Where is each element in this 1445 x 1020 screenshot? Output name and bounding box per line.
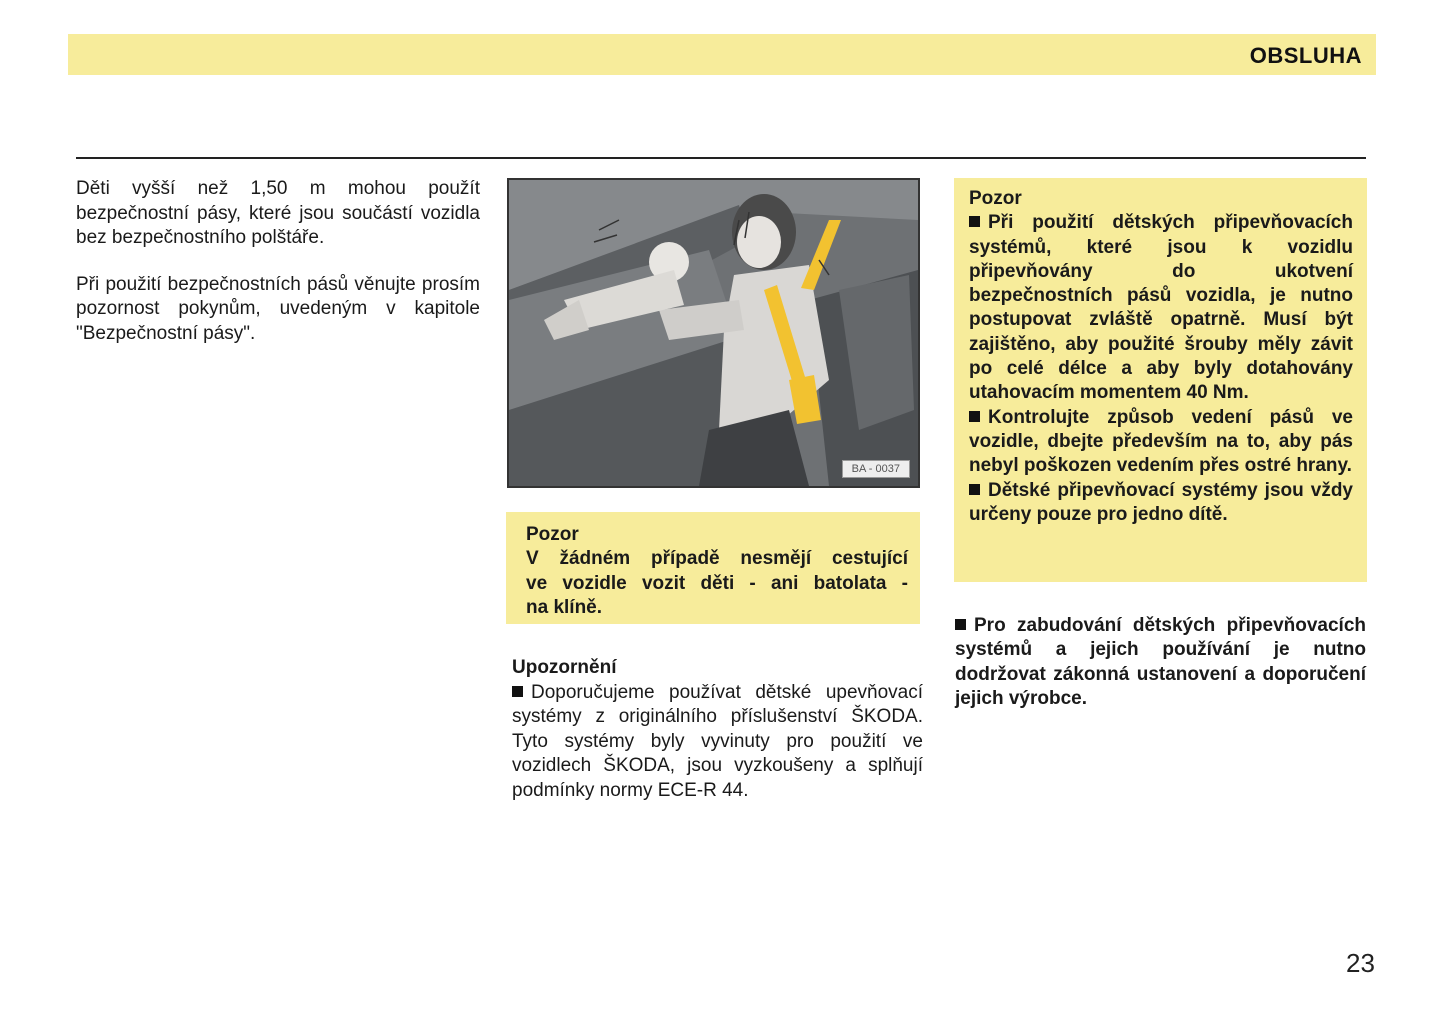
illustration-child-on-lap [507, 178, 920, 488]
warning-item [969, 406, 1353, 479]
warning-item-text: Dětské připevňovací systémy jsou vždy určeny pouze pro jedno dítě. [969, 479, 1353, 525]
warning-item [969, 211, 1353, 405]
notice-body: Doporučujeme používat dětské upevňovací systémy z originálního příslušenství ŠKODA. Tyto systémy byly vyvinuty pro použití ve vozidlech ŠKODA, jsou vyzkoušeny a splňují podmínky normy ECE-R 44. [512, 681, 923, 801]
notice-block [512, 656, 923, 803]
warning-item-text: Při použití dětských připevňovacích systémů, které jsou k vozidlu připevňovány do ukotvení bezpečnostních pásů vozidla, je nutno postupovat zvláště opatrně. Musí být zajištěno, aby použité šrouby měly závit po celé délce a aby byly dotahovány utahovacím momentem 40 Nm. [969, 212, 1353, 404]
section-title: OBSLUHA [1249, 43, 1362, 68]
paragraph-seatbelt-reference: Při použití bezpečnostních pásů věnujte prosím pozornost pokynům, uvedeným v kapitole "Bezpečnostní pásy". [76, 273, 480, 344]
paragraph-child-height: Děti vyšší než 1,50 m mohou použít bezpečnostní pásy, které jsou součástí vozidla bez bezpečnostního polštáře. [76, 178, 480, 248]
warning-item [969, 479, 1353, 528]
warning-line: ve vozidle vozit děti - ani batolata - [526, 572, 908, 594]
warning-line: na klíně. [526, 596, 603, 618]
bullet-icon [969, 216, 980, 227]
installation-note-text: Pro zabudování dětských připevňovacích systémů a jejich používání je nutno dodržovat zákonná ustanovení a doporučení jejich výrobce. [955, 615, 1366, 709]
warning-item-text: Kontrolujte způsob vedení pásů ve vozidle, dbejte především na to, aby pás nebyl poškozen vedením přes ostré hrany. [969, 406, 1353, 477]
warning-box-right [954, 178, 1367, 582]
warning-line: V žádném případě nesmějí cestující [526, 548, 908, 570]
figure-label: BA - 0037 [842, 460, 910, 478]
warning-title: Pozor [526, 524, 579, 545]
page-number: 23 [1346, 948, 1375, 978]
horizontal-rule [76, 157, 1366, 159]
warning-text [526, 547, 908, 620]
header-bar [68, 34, 1376, 75]
notice-text [512, 681, 923, 804]
bullet-icon [512, 686, 523, 697]
warning-box-center [506, 512, 920, 624]
bullet-icon [969, 411, 980, 422]
notice-title: Upozornění [512, 657, 617, 678]
bullet-icon [969, 484, 980, 495]
warning-title: Pozor [969, 188, 1022, 209]
bullet-icon [955, 619, 966, 630]
illustration-drawing [509, 180, 918, 486]
column-left [76, 177, 480, 368]
installation-note [955, 614, 1366, 711]
